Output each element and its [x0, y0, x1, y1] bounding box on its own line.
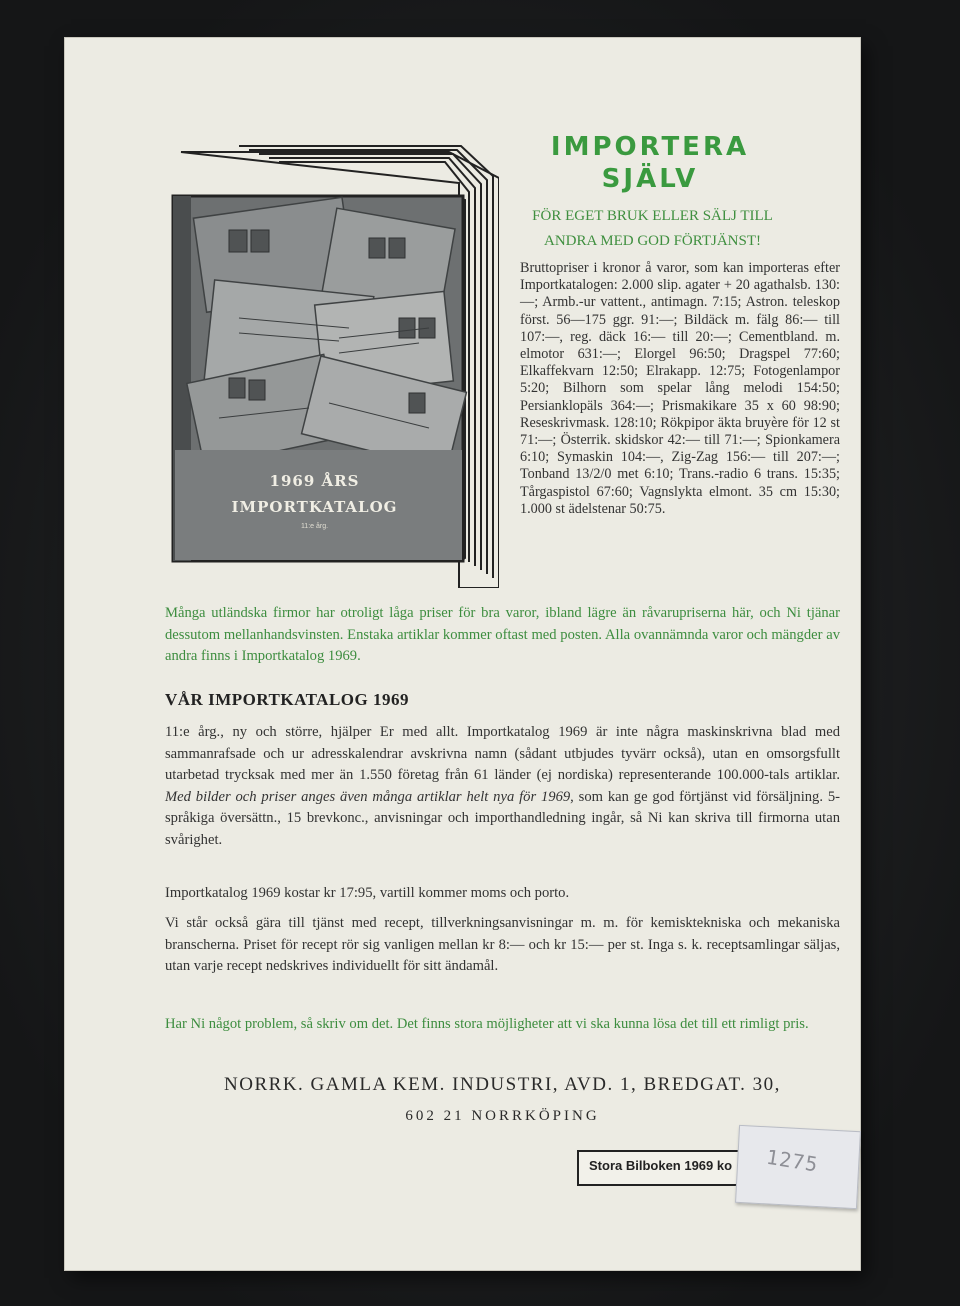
catalog-cover-title-line1: 1969 ÅRS [269, 472, 360, 490]
section-title: VÅR IMPORTKATALOG 1969 [165, 690, 409, 709]
company-city: 602 21 NORRKÖPING [405, 1108, 600, 1124]
subheading-line1: FÖR EGET BRUK ELLER SÄLJ TILL [532, 208, 773, 224]
price-sticker [735, 1125, 861, 1209]
headline-line1: IMPORTERA [550, 132, 750, 162]
headline-line2: SJÄLV [601, 164, 699, 194]
subheading-line2: ANDRA MED GOD FÖRTJÄNST! [543, 233, 762, 249]
catalog-cover-title-line2: IMPORTKATALOG [231, 498, 398, 516]
booklet-back-cover [65, 38, 860, 1270]
recipe-paragraph: Vi står också gära till tjänst med recept, tillverkningsanvisningar m. m. för kemisktekniska och mekaniska branscherna. Priset för recept rör sig vanligen mellan kr 8:— och kr 15:— per st. Inga s. k. receptsamlingar säljas, utan varje recept nedskrives individuellt för sitt ändamål. [165, 915, 840, 974]
price-list-paragraph: Bruttopriser i kronor å varor, som kan importeras efter Importkatalogen: 2.000 slip. agater + 20 agathalsb. 130:—; Armb.-ur vattent., antimagn. 7:15; Astron. teleskop först. 56—175 ggr. 91:—; Bildäck m. fälg 86:— till 107:—, reg. däck 16:— till 20:—; Cementbland. m. elmotor 631:—; Elorgel 96:50; Dragspel 77:60; Elkaffekvarn 12:50; Elrakapp. 12:75; Fotogenlampor 5:20; Bilhorn som spelar lång melodi 154:50; Persianklopäls 364:—; Prismakikare 35 x 60 98:90; Reseskrivmask. 128:10; Rökpipor äkta bruyère för 12 st 71:—; Österrik. skidskor 42:— till 71:—; Spionkamera 6:10; Symaskin 104:—, Zig-Zag 156:— till 207:—; Tonband 13/2/0 met 6:10; Trans.-radio 6 trans. 15:35; Tårgaspistol 67:60; Vagnslykta elmont. 35 cm 15:30; 1.000 st ädelstenar 50:75. [520, 260, 840, 517]
closing-paragraph: Har Ni något problem, så skriv om det. Det finns stora möjligheter att vi ska kunna lösa det till ett rimligt pris. [165, 1016, 809, 1032]
price-sticker-text: 1275 [764, 1144, 821, 1177]
catalog-description-text: 11:e årg., ny och större, hjälper Er med allt. Importkatalog 1969 är inte några maskinskrivna blad med sammanrafsade och ur adresskalendrar avskrivna namn (sådant utbjudes tyvärr också), utan en omsorgsfullt utarbetad trycksak med mer än 1.550 företag från 61 länder (ej nordiska) representerande 100.000-tals artiklar. [165, 724, 840, 783]
ad-box-text: Stora Bilboken 1969 ko [589, 1158, 733, 1173]
catalog-illustration [169, 138, 499, 588]
catalog-description-italic: Med bilder och priser anges även många artiklar helt nya för 1969 [165, 788, 571, 805]
catalog-cover-subtitle: 11:e årg. [300, 523, 329, 530]
company-address: NORRK. GAMLA KEM. INDUSTRI, AVD. 1, BREDGAT. 30, [224, 1074, 781, 1095]
catalog-description-paragraph [165, 722, 840, 851]
catalog-description-end: , som kan ge god förtjänst vid försäljning. 5-språkiga översättn., 15 brevkonc., anvisningar och importhandledning ingår, så Ni kan skriva till firmorna utan svårighet. [165, 788, 840, 848]
intro-paragraph: Många utländska firmor har otroligt låga priser för bra varor, ibland lägre än råvarupriserna här, och Ni tjänar dessutom mellanhandsvinsten. Enstaka artiklar kommer oftast med posten. Alla ovannämnda varor och mängder av andra finns i Importkatalog 1969. [165, 605, 840, 664]
price-paragraph: Importkatalog 1969 kostar kr 17:95, vartill kommer moms och porto. [165, 885, 570, 901]
subheading [510, 204, 795, 254]
